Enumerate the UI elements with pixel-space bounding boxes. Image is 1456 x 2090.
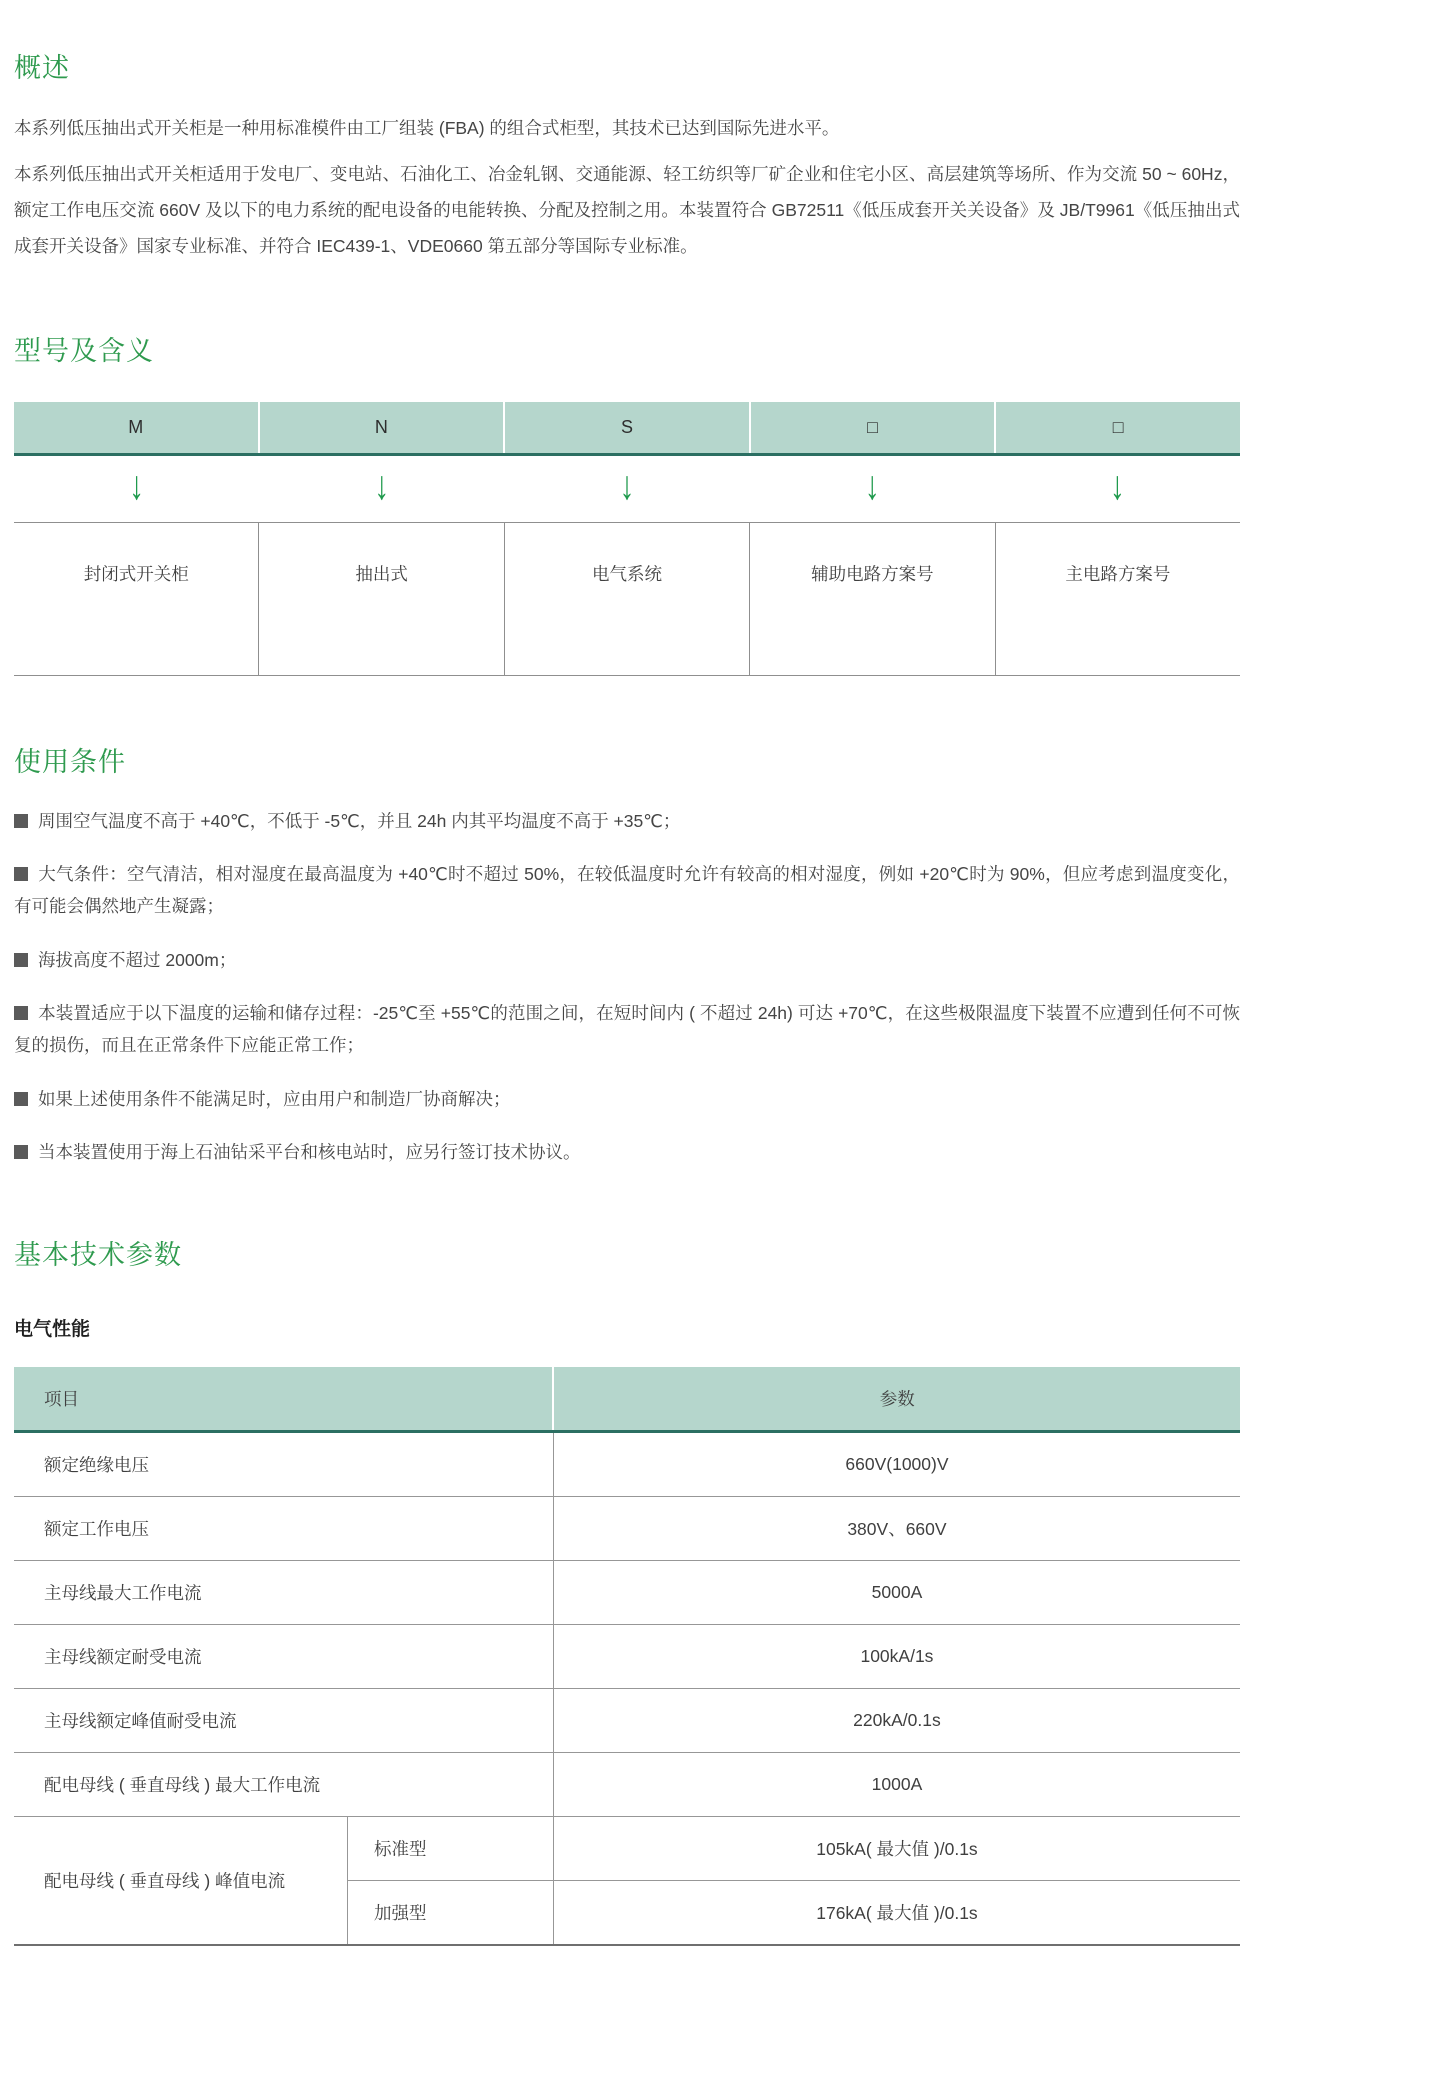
conditions-title: 使用条件 bbox=[14, 746, 126, 777]
condition-item bbox=[14, 944, 1240, 976]
parameters-title: 基本技术参数 bbox=[14, 1239, 182, 1270]
condition-item bbox=[14, 1083, 1240, 1115]
down-arrow-icon: ↓ bbox=[374, 463, 390, 509]
row-item: 额定绝缘电压 bbox=[14, 1431, 553, 1496]
table-row bbox=[14, 1816, 1240, 1880]
table-row bbox=[14, 1560, 1240, 1624]
row-item-group: 配电母线 ( 垂直母线 ) 峰值电流 bbox=[14, 1816, 347, 1945]
model-title: 型号及含义 bbox=[14, 335, 154, 366]
row-value: 1000A bbox=[553, 1752, 1240, 1816]
model-meaning-cell: 辅助电路方案号 bbox=[750, 523, 995, 675]
bullet-square-icon bbox=[14, 1145, 28, 1159]
table-row bbox=[14, 1624, 1240, 1688]
row-value: 176kA( 最大值 )/0.1s bbox=[553, 1880, 1240, 1945]
row-value: 660V(1000)V bbox=[553, 1431, 1240, 1496]
row-value: 105kA( 最大值 )/0.1s bbox=[553, 1816, 1240, 1880]
bullet-square-icon bbox=[14, 867, 28, 881]
table-row bbox=[14, 1688, 1240, 1752]
row-item: 主母线额定耐受电流 bbox=[14, 1624, 553, 1688]
overview-paragraph: 本系列低压抽出式开关柜适用于发电厂、变电站、石油化工、冶金轧钢、交通能源、轻工纺织等厂矿企业和住宅小区、高层建筑等场所、作为交流 50 ~ 60Hz，额定工作电压交流 660V 及以下的电力系统的配电设备的电能转换、分配及控制之用。本装置符合 GB72511《低压成套开关关设备》及 JB/T9961《低压抽出式成套开关设备》国家专业标准、并符合 IEC439-1、VDE0660 第五部分等国际专业标准。 bbox=[14, 163, 1240, 256]
row-item: 主母线最大工作电流 bbox=[14, 1560, 553, 1624]
electrical-performance-table bbox=[14, 1367, 1240, 1946]
model-code-cell: M bbox=[14, 402, 260, 453]
table-row bbox=[14, 1752, 1240, 1816]
model-meaning-cell: 抽出式 bbox=[259, 523, 504, 675]
table-header-row bbox=[14, 1367, 1240, 1432]
model-code-cell: □ bbox=[751, 402, 997, 453]
model-code-cell: □ bbox=[1112, 416, 1124, 437]
condition-item bbox=[14, 997, 1240, 1062]
condition-text: 本装置适应于以下温度的运输和储存过程：-25℃至 +55℃的范围之间，在短时间内 ( 不超过 24h) 可达 +70℃，在这些极限温度下装置不应遭到任何不可恢复的损伤，而且在正常条件下应能正常工作； bbox=[14, 1003, 1240, 1056]
row-value: 380V、660V bbox=[553, 1496, 1240, 1560]
bullet-square-icon bbox=[14, 953, 28, 967]
condition-item bbox=[14, 1136, 1240, 1168]
header-param: 参数 bbox=[553, 1367, 1240, 1432]
bullet-square-icon bbox=[14, 1092, 28, 1106]
row-item: 主母线额定峰值耐受电流 bbox=[14, 1688, 553, 1752]
section-usage-conditions bbox=[14, 740, 1240, 1169]
table-row bbox=[14, 1496, 1240, 1560]
model-code-row bbox=[14, 402, 1240, 456]
bullet-square-icon bbox=[14, 1006, 28, 1020]
electrical-performance-subtitle: 电气性能 bbox=[14, 1318, 91, 1340]
section-overview bbox=[14, 46, 1240, 265]
down-arrow-icon: ↓ bbox=[864, 463, 880, 509]
header-item: 项目 bbox=[14, 1367, 553, 1432]
bullet-square-icon bbox=[14, 814, 28, 828]
model-meaning-row bbox=[14, 522, 1240, 676]
row-value: 220kA/0.1s bbox=[553, 1688, 1240, 1752]
condition-text: 当本装置使用于海上石油钻采平台和核电站时，应另行签订技术协议。 bbox=[38, 1142, 581, 1163]
condition-item bbox=[14, 858, 1240, 923]
model-meaning-cell: 主电路方案号 bbox=[1065, 563, 1171, 584]
model-code-cell: N bbox=[260, 402, 506, 453]
section-technical-parameters bbox=[14, 1233, 1240, 1946]
down-arrow-icon: ↓ bbox=[619, 463, 635, 509]
model-meaning-cell: 电气系统 bbox=[505, 523, 750, 675]
down-arrow-icon: ↓ bbox=[1109, 463, 1125, 509]
row-item: 配电母线 ( 垂直母线 ) 最大工作电流 bbox=[14, 1752, 553, 1816]
overview-title: 概述 bbox=[14, 53, 70, 83]
model-code-cell: S bbox=[505, 402, 751, 453]
row-value: 5000A bbox=[553, 1560, 1240, 1624]
row-subtype: 加强型 bbox=[347, 1880, 553, 1945]
condition-item bbox=[14, 805, 1240, 837]
condition-text: 周围空气温度不高于 +40℃，不低于 -5℃，并且 24h 内其平均温度不高于 +35℃； bbox=[38, 810, 681, 831]
row-item: 额定工作电压 bbox=[14, 1496, 553, 1560]
row-subtype: 标准型 bbox=[347, 1816, 553, 1880]
model-designation-table bbox=[14, 402, 1240, 676]
section-model-designation bbox=[14, 329, 1240, 676]
condition-text: 大气条件：空气清洁，相对湿度在最高温度为 +40℃时不超过 50%，在较低温度时允许有较高的相对湿度，例如 +20℃时为 90%，但应考虑到温度变化，有可能会偶然地产生凝露； bbox=[14, 863, 1241, 917]
model-arrow-row bbox=[14, 456, 1240, 522]
model-meaning-cell: 封闭式开关柜 bbox=[14, 523, 259, 675]
overview-paragraph: 本系列低压抽出式开关柜是一种用标准模件由工厂组装 (FBA) 的组合式柜型，其技术已达到国际先进水平。 bbox=[14, 118, 840, 138]
condition-text: 海拔高度不超过 2000m； bbox=[38, 949, 237, 970]
down-arrow-icon: ↓ bbox=[129, 463, 145, 509]
row-value: 100kA/1s bbox=[553, 1624, 1240, 1688]
table-row bbox=[14, 1431, 1240, 1496]
condition-text: 如果上述使用条件不能满足时，应由用户和制造厂协商解决； bbox=[38, 1088, 511, 1109]
